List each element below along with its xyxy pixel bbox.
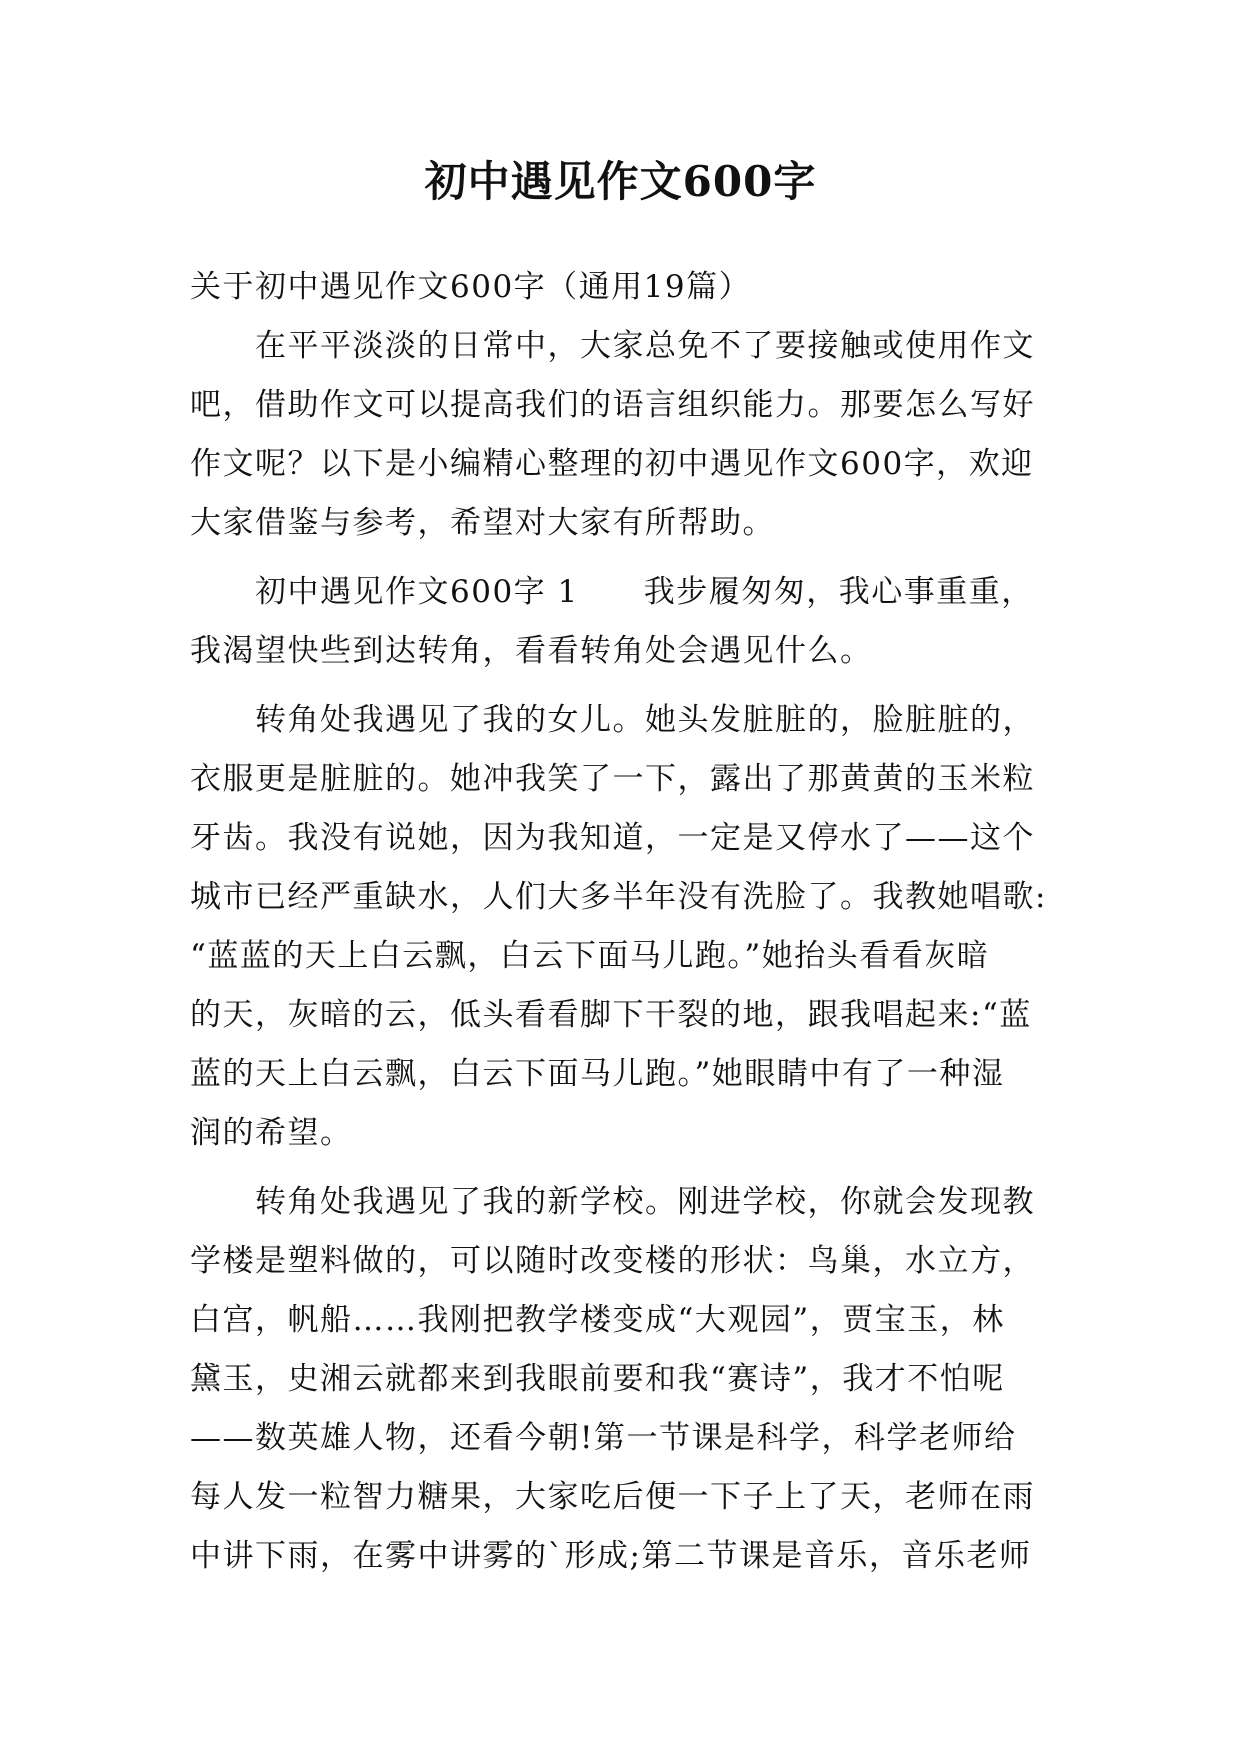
text-line: 润的希望。 [190,1115,353,1151]
text-line: 每人发一粒智力糖果，大家吃后便一下子上了天，老师在雨 [190,1479,1035,1515]
text-line: 我渴望快些到达转角，看看转角处会遇见什么。 [190,633,873,669]
document-body [190,258,1050,1586]
paragraph-gap [190,553,1050,563]
text-line: 牙齿。我没有说她，因为我知道，一定是又停水了——这个 [190,820,1035,856]
text-line: 吧，借助作文可以提高我们的语言组织能力。那要怎么写好 [190,387,1035,423]
text-line: 转角处我遇见了我的女儿。她头发脏脏的，脸脏脏的， [190,702,1035,738]
text-line: ——数英雄人物，还看今朝!第一节课是科学，科学老师给 [190,1420,1017,1456]
text-line: “蓝蓝的天上白云飘，白云下面马儿跑。”她抬头看看灰暗 [190,938,990,974]
text-line: 学楼是塑料做的，可以随时改变楼的形状：鸟巢，水立方， [190,1243,1035,1279]
text-line: 的天，灰暗的云，低头看看脚下干裂的地，跟我唱起来:“蓝 [190,997,1032,1033]
text-line: 城市已经严重缺水，人们大多半年没有洗脸了。我教她唱歌: [190,879,1047,915]
text-line: 白宫，帆船……我刚把教学楼变成“大观园”，贾宝玉，林 [190,1302,1005,1338]
paragraph-gap [190,681,1050,691]
text-line: 衣服更是脏脏的。她冲我笑了一下，露出了那黄黄的玉米粒 [190,761,1035,797]
text-line: 大家借鉴与参考，希望对大家有所帮助。 [190,505,775,541]
text-line: 蓝的天上白云飘，白云下面马儿跑。”她眼睛中有了一种湿 [190,1056,1005,1092]
text-line: 转角处我遇见了我的新学校。刚进学校，你就会发现教 [190,1184,1035,1220]
text-line: 在平平淡淡的日常中，大家总免不了要接触或使用作文 [190,328,1035,364]
text-line: 黛玉，史湘云就都来到我眼前要和我“赛诗”，我才不怕呢 [190,1361,1005,1397]
text-line: 初中遇见作文600字 1 我步履匆匆，我心事重重， [190,574,1034,610]
document-title: 初中遇见作文600字 [424,157,817,206]
text-line: 中讲下雨，在雾中讲雾的`形成;第二节课是音乐，音乐老师 [190,1538,1032,1574]
paragraph-gap [190,1163,1050,1173]
text-line: 作文呢？以下是小编精心整理的初中遇见作文600字，欢迎 [190,446,1034,482]
text-line: 关于初中遇见作文600字（通用19篇） [190,269,752,305]
